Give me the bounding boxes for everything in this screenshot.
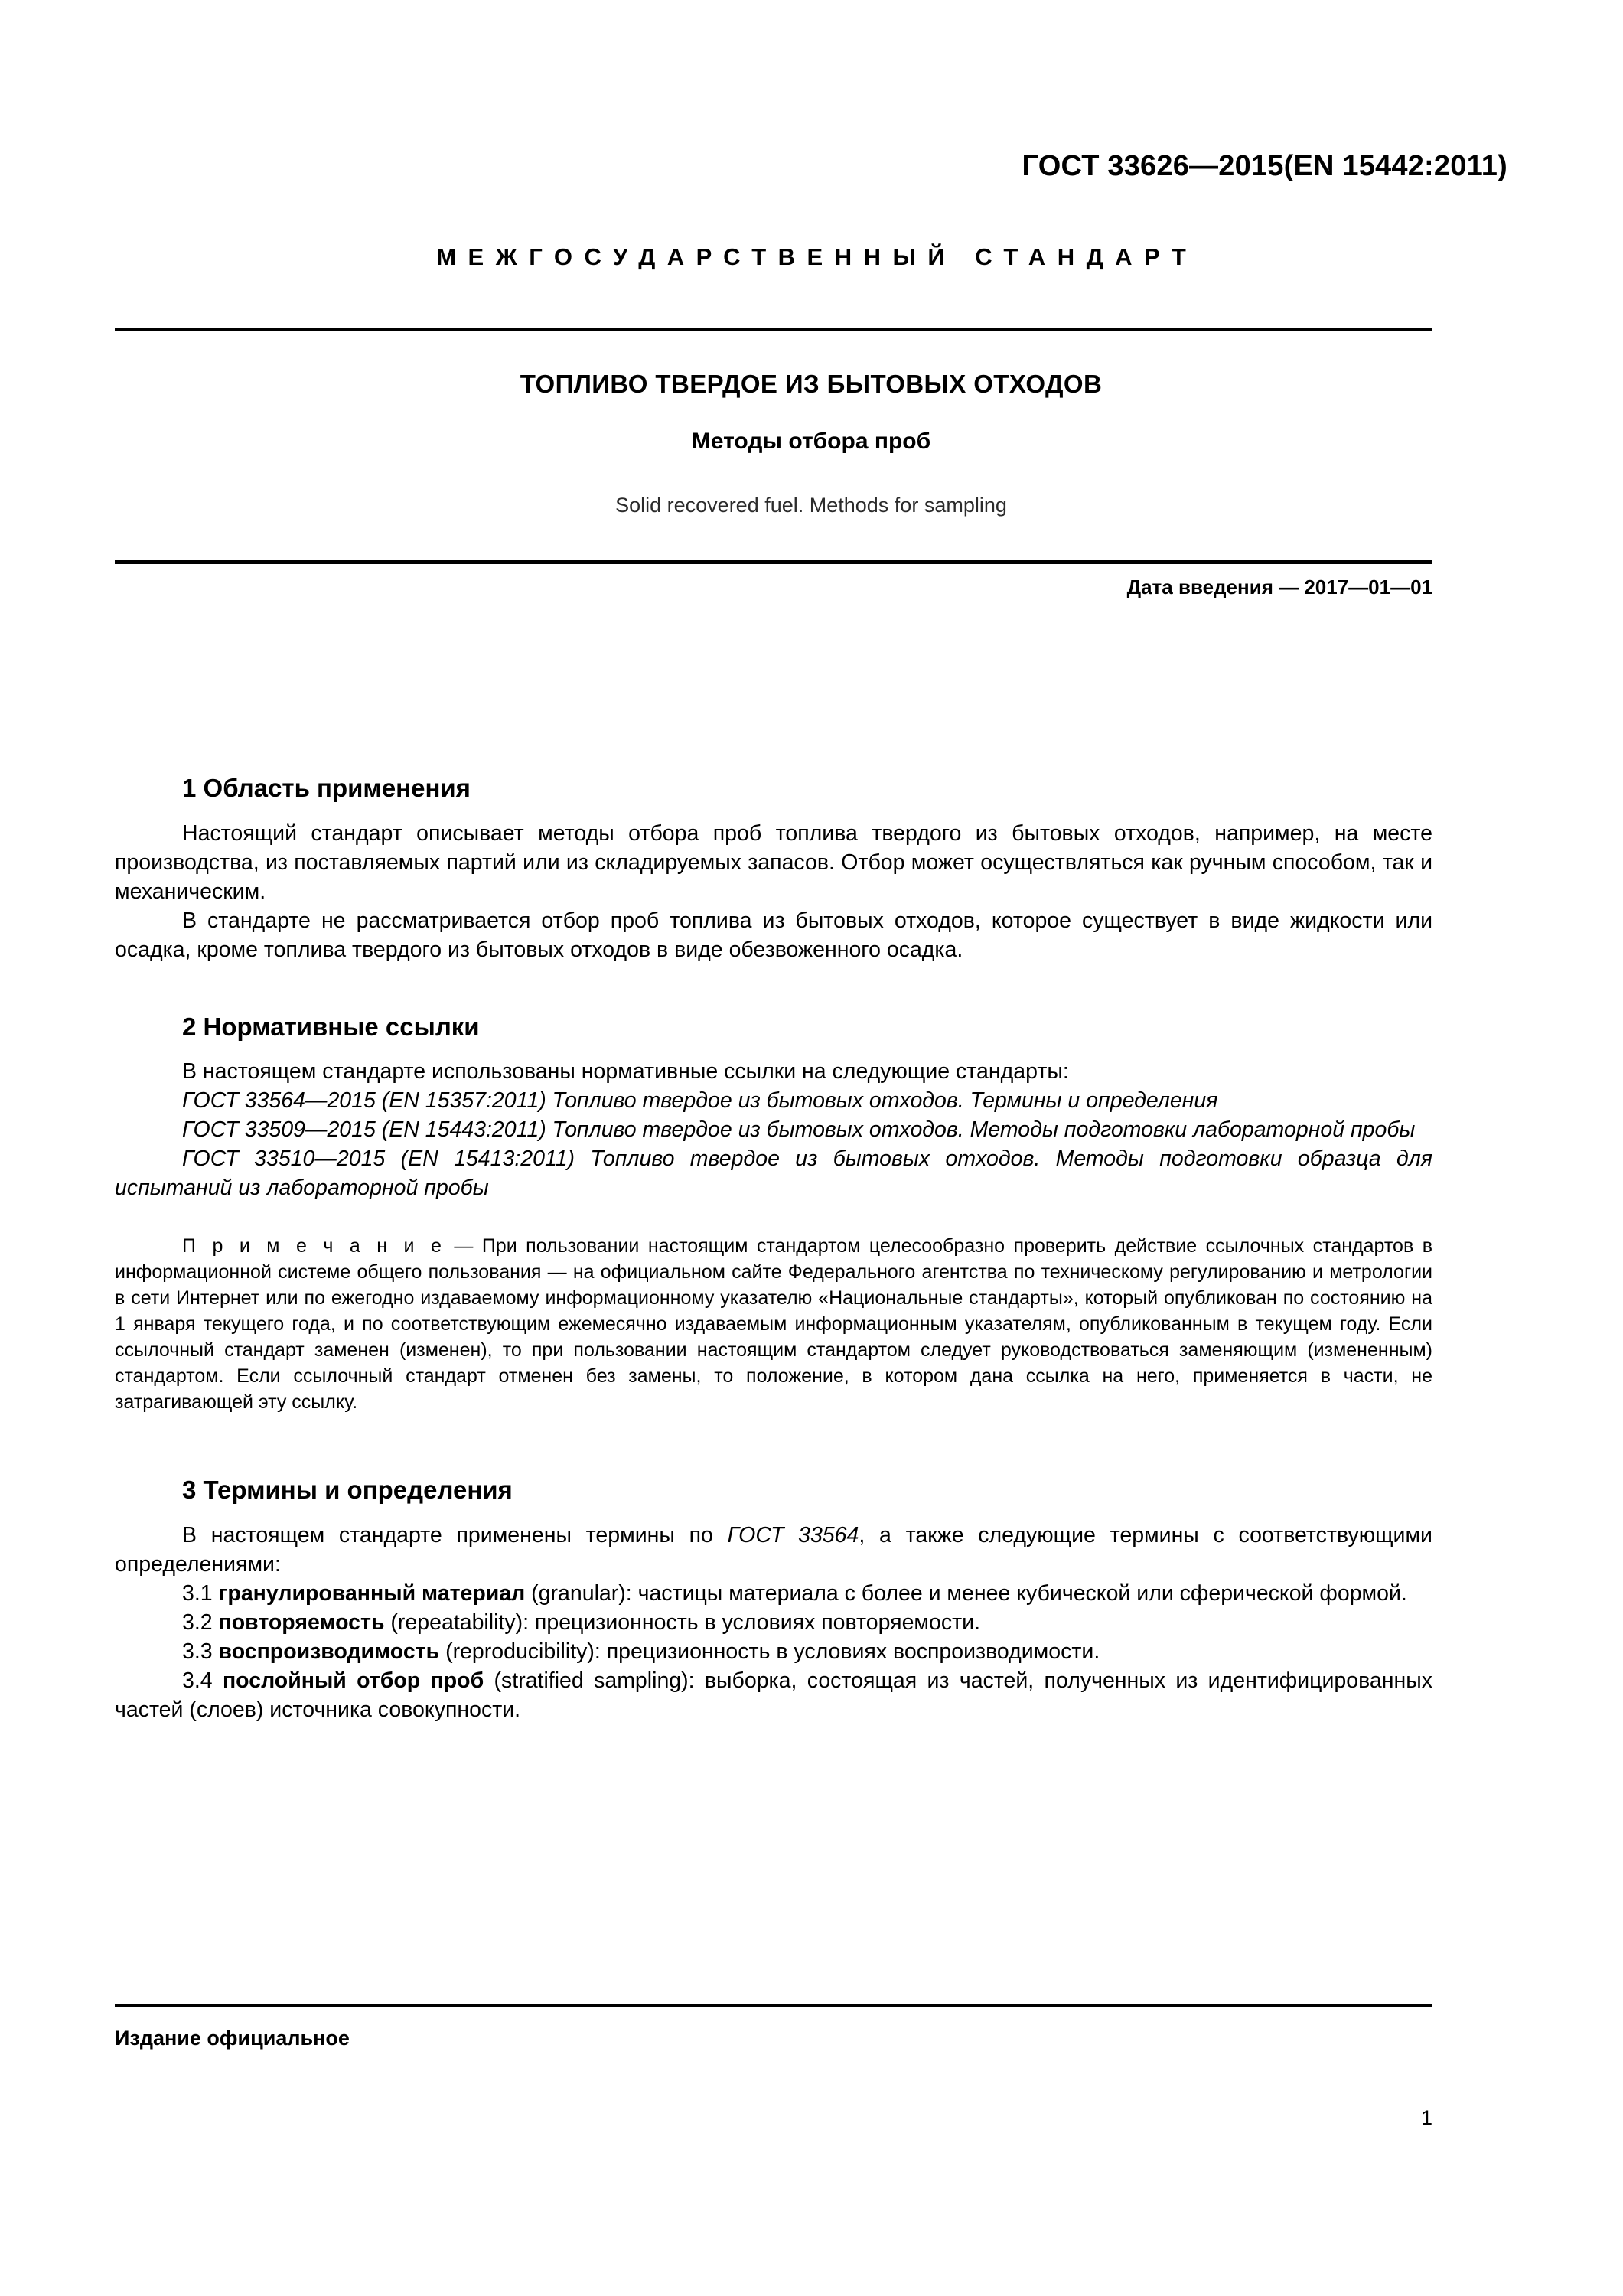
definition-3-3-term: воспроизводимость (218, 1639, 440, 1664)
spacer (115, 1415, 1432, 1475)
definition-3-1-term: гранулированный материал (218, 1580, 526, 1606)
section-2-heading: 2 Нормативные ссылки (182, 1012, 480, 1041)
section-1-paragraph-2: В стандарте не рассматривается отбор проб топлива из бытовых отходов, которое существует в виде жидкости или осадка, кроме топлива твердого из бытовых отходов в виде обезвоженного осадка. (115, 908, 1432, 962)
horizontal-rule-top (115, 328, 1432, 331)
document-subtitle: Методы отбора проб (691, 429, 931, 454)
spacer (115, 1202, 1432, 1233)
definition-3-4-term: послойный отбор проб (222, 1668, 484, 1693)
s3-reference-gost: ГОСТ 33564 (727, 1522, 859, 1548)
page-number: 1 (1420, 2106, 1432, 2129)
definition-3-1-number: 3.1 (182, 1580, 219, 1606)
section-3-paragraph-1 (115, 1521, 1432, 1579)
section-1-heading: 1 Область применения (182, 774, 471, 802)
section-2-paragraph-1: В настоящем стандарте использованы нормативные ссылки на следующие стандарты: (182, 1059, 1069, 1084)
s3-intro-a: В настоящем стандарте применены термины по (182, 1522, 728, 1548)
standard-type-heading: МЕЖГОСУДАРСТВЕННЫЙ СТАНДАРТ (436, 243, 1198, 270)
definition-3-1 (115, 1579, 1432, 1608)
definition-3-1-text: (granular): частицы материала с более и менее кубической или сферической формой. (525, 1580, 1407, 1606)
spacer (115, 964, 1432, 1012)
definition-3-3-number: 3.3 (182, 1639, 219, 1664)
introduction-date: Дата введения — 2017—01—01 (1126, 576, 1432, 598)
definition-3-4-number: 3.4 (182, 1668, 223, 1693)
note-label: П р и м е ч а н и е (182, 1235, 445, 1257)
note-body: — При пользовании настоящим стандартом целесообразно проверить действие ссылочных стандартов в информационной системе общего пользования — на официальном сайте Федерального агентства по техническому регулированию и метрологии в сети Интернет или по ежегодно издаваемому информационному указателю «Национальные стандарты», который опубликован по состоянию на 1 января текущего года, и по соответствующим ежемесячно издаваемым информационным указателям, опубликованным в текущем году. Если ссылочный стандарт заменен (изменен), то при пользовании настоящим стандартом следует руководствоваться заменяющим (измененным) стандартом. Если ссылочный стандарт отменен без замены, то положение, в котором дана ссылка на него, применяется в части, не затрагивающей эту ссылку. (115, 1235, 1432, 1414)
horizontal-rule-middle (115, 560, 1432, 564)
section-1-paragraph-1: Настоящий стандарт описывает методы отбора проб топлива твердого из бытовых отходов, например, на месте производства, из поставляемых партий или из складируемых запасов. Отбор может осуществляться как ручным способом, так и механическим. (115, 820, 1432, 904)
section-2-reference-3: ГОСТ 33510—2015 (EN 15413:2011) Топливо твердое из бытовых отходов. Методы подготовки образца для испытаний из лабораторной пробы (115, 1146, 1432, 1201)
document-title-english: Solid recovered fuel. Methods for sampling (615, 494, 1007, 517)
section-2-note (115, 1233, 1432, 1415)
definition-3-2-number: 3.2 (182, 1609, 219, 1635)
document-body (115, 773, 1432, 1724)
document-title: ТОПЛИВО ТВЕРДОЕ ИЗ БЫТОВЫХ ОТХОДОВ (520, 370, 1103, 398)
definition-3-2-term: повторяемость (218, 1609, 385, 1635)
section-2-reference-2: ГОСТ 33509—2015 (EN 15443:2011) Топливо твердое из бытовых отходов. Методы подготовки лабораторной пробы (182, 1117, 1416, 1143)
section-3-heading: 3 Термины и определения (182, 1476, 513, 1505)
definition-3-3-text: (reproducibility): прецизионность в условиях воспроизводимости. (439, 1639, 1100, 1664)
definition-3-3 (115, 1637, 1432, 1666)
definition-3-4-text: (stratified sampling): выборка, состоящая из частей, полученных из идентифицированных частей (слоев) источника совокупности. (115, 1668, 1432, 1722)
standard-designation: ГОСТ 33626—2015(EN 15442:2011) (1022, 150, 1507, 182)
horizontal-rule-bottom (115, 2004, 1432, 2007)
definition-3-2 (115, 1608, 1432, 1637)
s3-intro-b: , а также следующие термины с соответствующими определениями: (115, 1522, 1432, 1577)
official-edition-label: Издание официальное (115, 2027, 350, 2050)
definition-3-2-text: (repeatability): прецизионность в условиях повторяемости. (384, 1609, 981, 1635)
section-2-reference-1: ГОСТ 33564—2015 (EN 15357:2011) Топливо твердое из бытовых отходов. Термины и определения (182, 1088, 1218, 1114)
definition-3-4 (115, 1666, 1432, 1724)
